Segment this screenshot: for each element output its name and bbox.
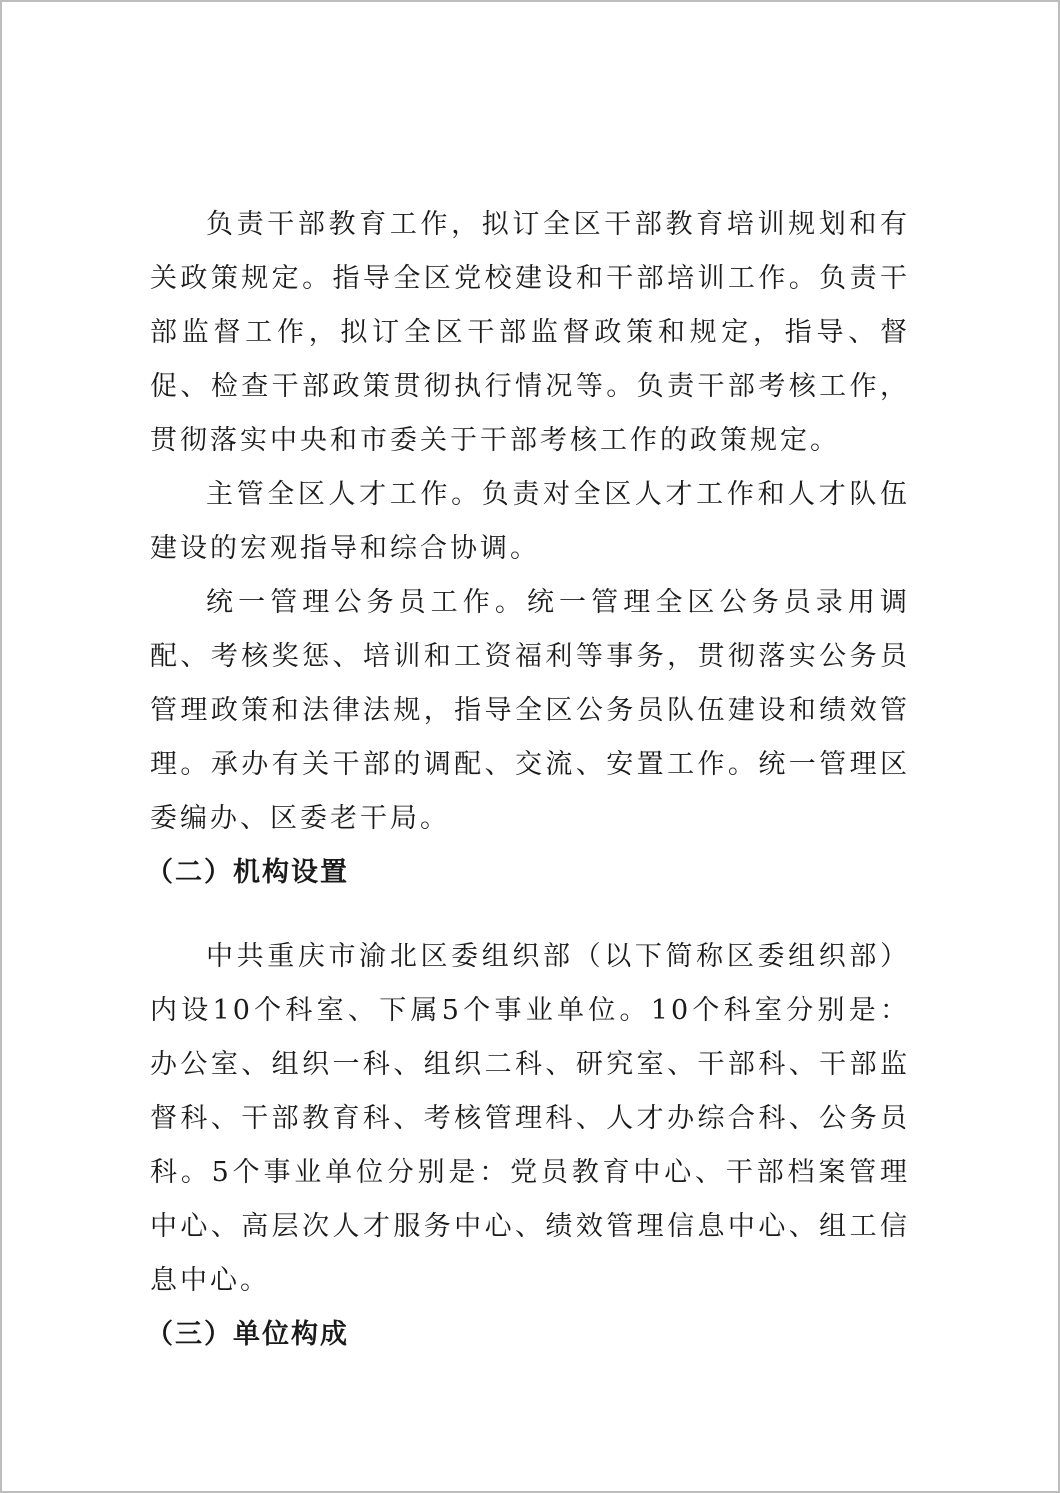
spacer bbox=[150, 900, 910, 930]
section-heading-organization: （二）机构设置 bbox=[146, 857, 349, 888]
document-body bbox=[146, 198, 910, 1362]
paragraph-talent-work: 主管全区人才工作。负责对全区人才工作和人才队伍建设的宏观指导和综合协调。 bbox=[150, 479, 910, 564]
paragraph-organization-setup: 中共重庆市渝北区委组织部（以下简称区委组织部）内设10个科室、下属5个事业单位。10个科室分别是：办公室、组织一科、组织二科、研究室、干部科、干部监督科、干部教育科、考核管理科、人才办综合科、公务员科。5个事业单位分别是：党员教育中心、干部档案管理中心、高层次人才服务中心、绩效管理信息中心、组工信息中心。 bbox=[150, 941, 910, 1296]
section-heading-unit-composition: （三）单位构成 bbox=[146, 1319, 349, 1350]
paragraph-civil-servant: 统一管理公务员工作。统一管理全区公务员录用调配、考核奖惩、培训和工资福利等事务，贯彻落实公务员管理政策和法律法规，指导全区公务员队伍建设和绩效管理。承办有关干部的调配、交流、安置工作。统一管理区委编办、区委老干局。 bbox=[150, 587, 910, 834]
paragraph-cadre-education: 负责干部教育工作，拟订全区干部教育培训规划和有关政策规定。指导全区党校建设和干部培训工作。负责干部监督工作，拟订全区干部监督政策和规定，指导、督促、检查干部政策贯彻执行情况等。负责干部考核工作，贯彻落实中央和市委关于干部考核工作的政策规定。 bbox=[150, 209, 910, 456]
